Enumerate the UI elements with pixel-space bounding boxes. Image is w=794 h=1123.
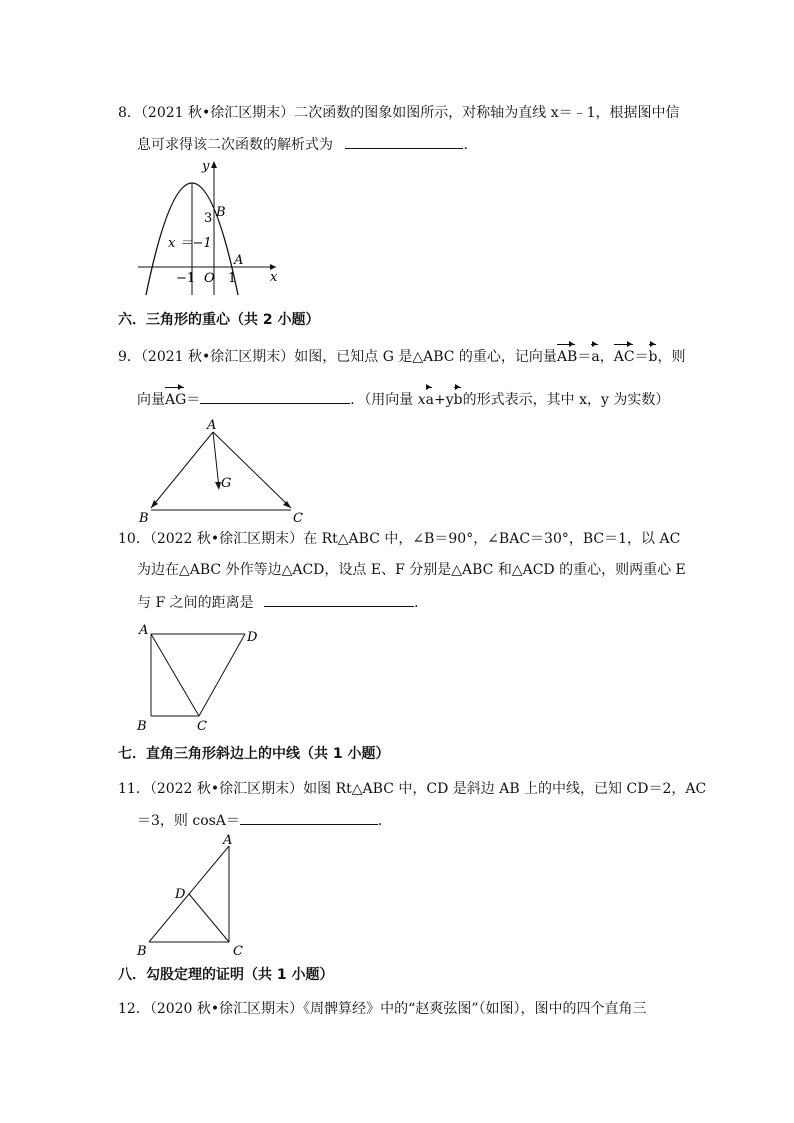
q9-vector-a2: a: [425, 392, 435, 408]
q8-label-o: O: [204, 271, 215, 286]
q12-text-1: （2020 秋•徐汇区期末）《周髀算经》中的“赵爽弦图”（如图），图中的四个直角三: [149, 1001, 647, 1017]
q9-vector-ag: AG: [165, 392, 187, 408]
section-7-title: 七．直角三角形斜边上的中线（共 1 小题）: [118, 746, 390, 762]
q9-plus-y: +y: [434, 392, 454, 408]
q9-vector-ac: AC: [613, 349, 635, 365]
q9-vector-b2: b: [453, 392, 463, 408]
q10-text-1: （2022 秋•徐汇区期末）在 Rt△ABC 中，∠B＝90°，∠BAC＝30°，BC＝1，以 AC: [149, 531, 681, 547]
q10-text-3: 与 F 之间的距离是: [137, 595, 254, 611]
q9-side-ab: [151, 432, 213, 508]
q9-vector-b: b: [648, 349, 658, 365]
section-6-title: 六．三角形的重心（共 2 小题）: [118, 312, 320, 328]
q11-text-2: ＝3，则 cosA＝: [137, 813, 240, 829]
q11-median-cd: [189, 894, 229, 942]
q8-label-neg1: −1: [176, 271, 196, 286]
q10-line-2: [137, 560, 686, 580]
q10-side-dc: [199, 634, 245, 716]
q9-eq-a: ＝: [577, 349, 592, 365]
q8-y-arrow-icon: [211, 161, 217, 168]
q10-label-d: D: [247, 630, 258, 645]
q9-label-c: C: [293, 511, 303, 526]
q11-line-1: [118, 779, 706, 799]
q11-label-a: A: [223, 833, 233, 848]
q8-label-x: x: [270, 270, 278, 285]
q9-label-a: A: [207, 418, 217, 433]
q12-number: 12．: [118, 1001, 150, 1017]
q9-vector-ag-line: [213, 432, 219, 488]
q9-label-b: B: [139, 511, 149, 526]
q11-label-b: B: [137, 944, 147, 959]
q8-label-y: y: [202, 159, 210, 174]
q9-x: x: [417, 392, 426, 408]
q9-line1-end: ，则: [657, 349, 686, 365]
q8-parabola-figure: [130, 155, 290, 300]
q11-label-d: D: [175, 887, 186, 902]
section-8-title: 八．勾股定理的证明（共 1 小题）: [118, 967, 334, 983]
q11-figure: [133, 832, 253, 962]
q8-label-3: 3: [204, 211, 213, 226]
q8-label-b: B: [216, 205, 226, 220]
q10-figure: [133, 620, 268, 738]
q9-line-1: [118, 347, 686, 367]
q10-end: ．: [414, 595, 429, 611]
q9-text-2eq: ＝: [186, 392, 201, 408]
q10-label-a: A: [139, 623, 149, 638]
q10-number: 10．: [118, 531, 150, 547]
q11-end: ．: [377, 813, 392, 829]
q9-text-2a: 向量: [137, 392, 165, 408]
q8-line-2: [137, 134, 477, 155]
q9-label-g: G: [221, 476, 232, 491]
q10-answer-blank[interactable]: [264, 592, 414, 607]
q9-answer-blank[interactable]: [200, 389, 350, 404]
q11-label-c: C: [233, 944, 243, 959]
q8-number: 8．: [118, 105, 141, 121]
q8-line-1: [118, 103, 680, 123]
q9-triangle-figure: [133, 414, 313, 526]
q11-line-2: [137, 810, 392, 831]
q11-number: 11．: [118, 781, 150, 797]
q8-end: ．: [463, 137, 478, 153]
q9-number: 9．: [118, 349, 141, 365]
q10-label-c: C: [197, 719, 207, 734]
q10-line-3: [137, 592, 428, 613]
q9-vector-ab: AB: [556, 349, 578, 365]
q9-eq-b: ＝: [634, 349, 649, 365]
q9-text-1: （2021 秋•徐汇区期末）如图，已知点 G 是△ABC 的重心，记向量: [140, 349, 557, 365]
q8-text-2: 息可求得该二次函数的解析式为: [137, 137, 333, 153]
q12-line-1: [118, 999, 646, 1019]
q9-text-2mid: ．（用向量: [350, 392, 414, 408]
q10-side-ac: [151, 634, 199, 716]
q10-text-2: 为边在△ABC 外作等边△ACD，设点 E、F 分别是△ABC 和△ACD 的重心，则两重心 E: [137, 562, 686, 578]
q9-side-ac: [213, 432, 291, 508]
q10-label-b: B: [137, 719, 147, 734]
q11-answer-blank[interactable]: [240, 810, 378, 825]
q8-text-1: （2021 秋•徐汇区期末）二次函数的图象如图所示，对称轴为直线 x＝﹣1，根据图中信: [140, 105, 680, 121]
q9-line-2: [137, 389, 669, 410]
q11-text-1: （2022 秋•徐汇区期末）如图 Rt△ABC 中，CD 是斜边 AB 上的中线，已知 CD＝2，AC: [149, 781, 707, 797]
q8-answer-blank[interactable]: [345, 134, 463, 149]
q9-text-2end: 的形式表示，其中 x，y 为实数）: [462, 392, 670, 408]
q8-label-1: 1: [228, 271, 237, 286]
q8-label-a: A: [234, 253, 244, 268]
q10-line-1: [118, 529, 680, 549]
q8-label-axis: x ＝−1: [168, 236, 212, 251]
q9-comma: ，: [599, 349, 614, 365]
q9-vector-a: a: [591, 349, 600, 365]
